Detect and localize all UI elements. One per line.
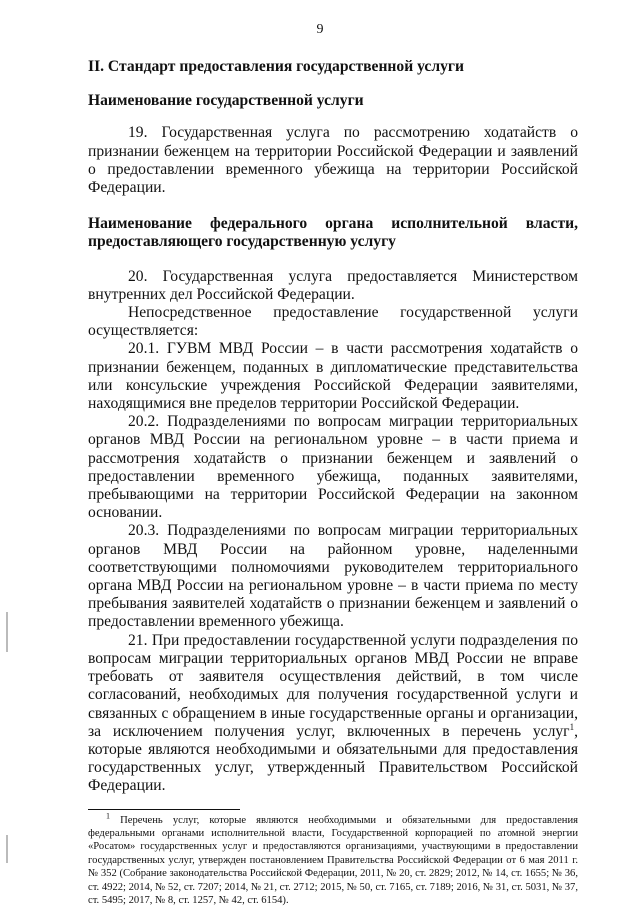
footnote-mark: 1	[106, 810, 110, 820]
paragraph-21-text-b: , которые являются необходимыми и обязательными для предоставления государственных услуг, утвержденный Правительством Российской Федерации.	[88, 722, 578, 795]
paragraph-21	[88, 632, 578, 796]
footnote-text: Перечень услуг, которые являются необходимыми и обязательными для предоставления федеральными органами исполнительной власти, Государственной корпорацией по атомной энергии «Росатом» государственных услуг и предоставляются организациями, участвующими в предоставлении государственных услуг, утвержден постановлением Правительства Российской Федерации от 6 мая 2011 г. № 352 (Собрание законодательства Российской Федерации, 2011, № 20, ст. 2829; 2012, № 14, ст. 1655; № 36, ст. 4922; 2014, № 52, ст. 7207; 2014, № 21, ст. 2712; 2015, № 50, ст. 7165, ст. 7189; 2016, № 31, ст. 5031, № 37, ст. 5495; 2017, № 8, ст. 1257, № 42, ст. 6154).	[88, 814, 578, 906]
scan-edge-mark	[6, 835, 8, 863]
footnote	[88, 810, 578, 907]
page-number: 9	[316, 22, 324, 37]
paragraph-20: 20. Государственная услуга предоставляется Министерством внутренних дел Российской Федерации.	[88, 267, 578, 303]
subtitle-authority: Наименование федерального органа исполнительной власти, предоставляющего государственную услугу	[88, 215, 578, 251]
paragraph-direct-provision: Непосредственное предоставление государственной услуги осуществляется:	[88, 304, 578, 340]
paragraph-20-3: 20.3. Подразделениями по вопросам миграции территориальных органов МВД России на районном уровне, наделенными соответствующими полномочиями руководителем территориального органа МВД России на региональном уровне – в части приема по месту пребывания заявителей ходатайств о признании беженцем и заявлений о предоставлении временного убежища.	[88, 522, 578, 631]
paragraph-19: 19. Государственная услуга по рассмотрению ходатайств о признании беженцем на территории Российской Федерации и заявлений о предоставлении временного убежища на территории Российской Федерации.	[88, 124, 578, 197]
section-title: II. Стандарт предоставления государственной услуги	[88, 58, 464, 75]
document-body	[88, 52, 578, 907]
footnote-reference[interactable]: 1	[569, 721, 575, 732]
subtitle-service-name: Наименование государственной услуги	[88, 92, 364, 110]
paragraph-20-1: 20.1. ГУВМ МВД России – в части рассмотрения ходатайств о признании беженцем, поданных в дипломатические представительства или консульские учреждения Российской Федерации заявителями, находящимися вне пределов территории Российской Федерации.	[88, 340, 578, 413]
paragraph-20-2: 20.2. Подразделениями по вопросам миграции территориальных органов МВД России на региональном уровне – в части приема и рассмотрения ходатайств о признании беженцем и заявлений о предоставлении временного убежища, поданных заявителями, пребывающими на территории Российской Федерации на законном основании.	[88, 413, 578, 522]
paragraph-21-text-a: 21. При предоставлении государственной услуги подразделения по вопросам миграции территориальных органов МВД России не вправе требовать от заявителя осуществления действий, в том числе согласований, необходимых для получения государственной услуги и связанных с обращением в иные государственные органы и организации, за исключением получения услуг, включенных в перечень услуг	[88, 631, 578, 740]
scan-edge-mark	[6, 612, 8, 652]
footnote-divider	[88, 809, 240, 810]
